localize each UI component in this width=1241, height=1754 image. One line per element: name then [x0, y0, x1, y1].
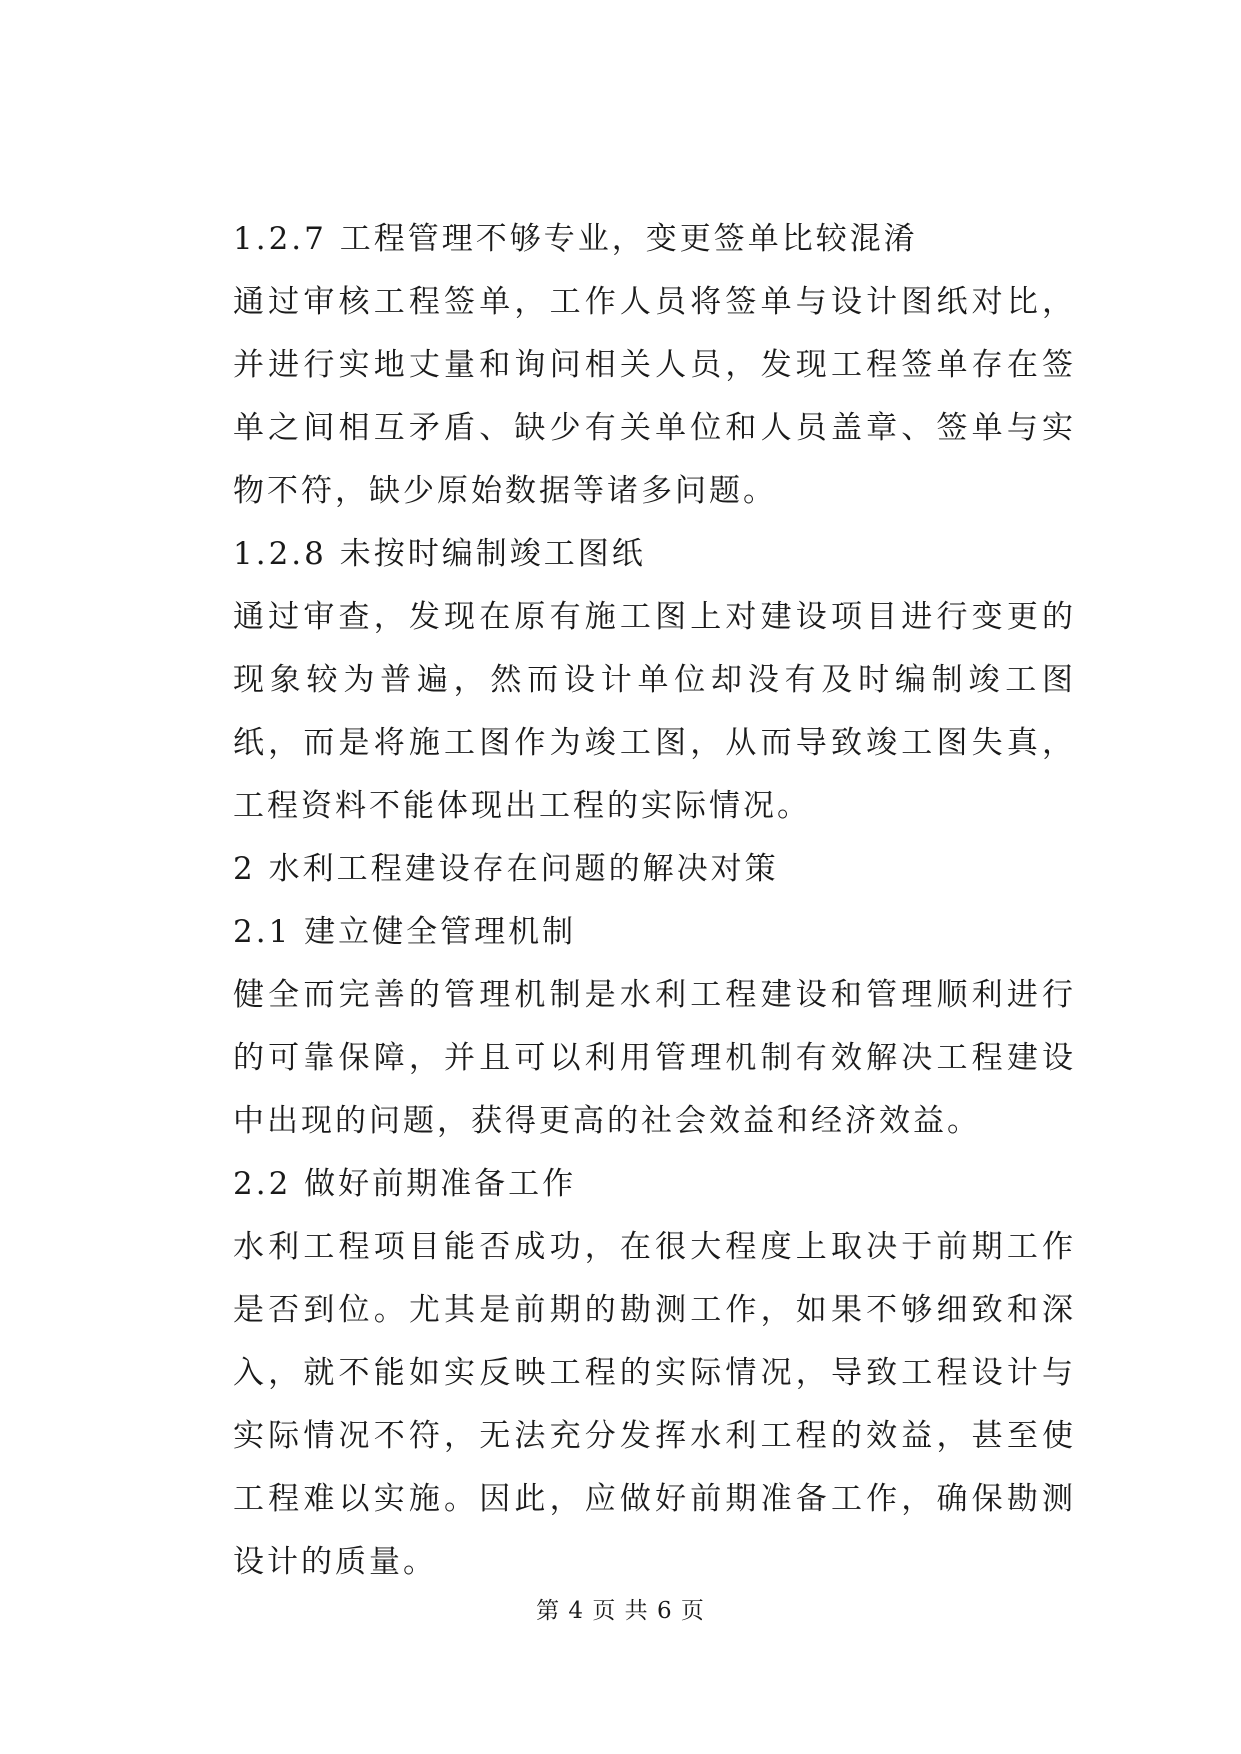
section-heading-2: 2 水利工程建设存在问题的解决对策 — [233, 851, 779, 887]
paragraph-1-2-7: 通过审核工程签单，工作人员将签单与设计图纸对比，并进行实地丈量和询问相关人员，发现工程签单存在签单之间相互矛盾、缺少有关单位和人员盖章、签单与实物不符，缺少原始数据等诸多问题。 — [233, 284, 1076, 509]
paragraph-2-2: 水利工程项目能否成功，在很大程度上取决于前期工作是否到位。尤其是前期的勘测工作，如果不够细致和深入，就不能如实反映工程的实际情况，导致工程设计与实际情况不符，无法充分发挥水利工程的效益，甚至使工程难以实施。因此，应做好前期准备工作，确保勘测设计的质量。 — [233, 1229, 1076, 1580]
section-heading-1-2-7: 1.2.7 工程管理不够专业，变更签单比较混淆 — [233, 221, 918, 257]
section-heading-1-2-8: 1.2.8 未按时编制竣工图纸 — [233, 536, 646, 572]
paragraph-2-1: 健全而完善的管理机制是水利工程建设和管理顺利进行的可靠保障，并且可以利用管理机制有效解决工程建设中出现的问题，获得更高的社会效益和经济效益。 — [233, 977, 1076, 1139]
paragraph-1-2-8: 通过审查，发现在原有施工图上对建设项目进行变更的现象较为普遍，然而设计单位却没有及时编制竣工图纸，而是将施工图作为竣工图，从而导致竣工图失真，工程资料不能体现出工程的实际情况。 — [233, 599, 1076, 824]
document-body — [233, 208, 1076, 1594]
section-heading-2-1: 2.1 建立健全管理机制 — [233, 914, 577, 950]
page-footer: 第 4 页 共 6 页 — [536, 1598, 705, 1624]
section-heading-2-2: 2.2 做好前期准备工作 — [233, 1166, 577, 1202]
